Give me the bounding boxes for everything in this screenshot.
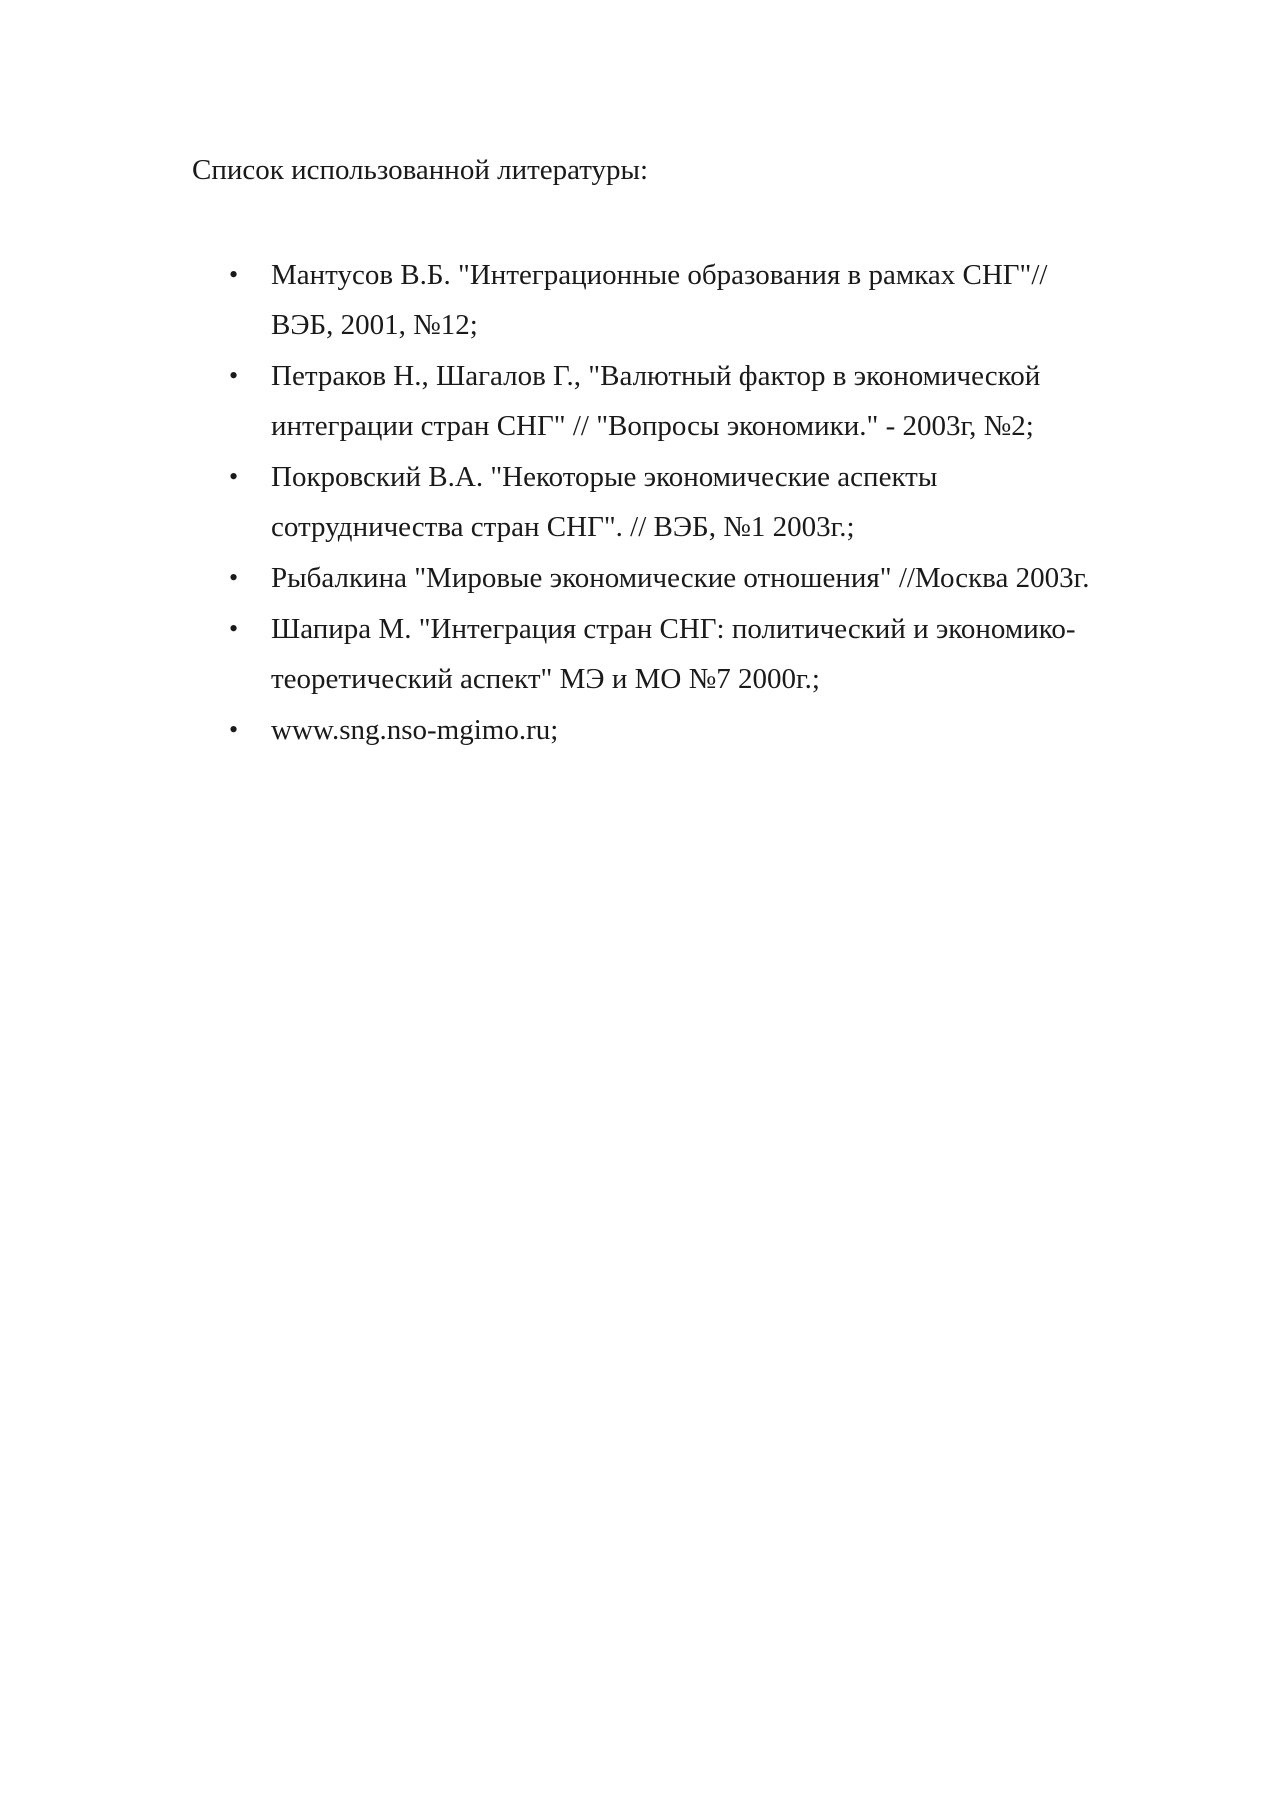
reference-text: Петраков Н., Шагалов Г., "Валютный фактор в экономической интеграции стран СНГ" // "Вопросы экономики." - 2003г, №2; <box>271 360 1041 442</box>
reference-link-text: www.sng.nso-mgimo.ru; <box>271 714 559 746</box>
bullet-icon: • <box>229 361 239 390</box>
reference-text: Рыбалкина "Мировые экономические отношения" //Москва 2003г. <box>271 562 1090 594</box>
list-item <box>225 604 1105 704</box>
page-title: Список использованной литературы: <box>192 154 649 186</box>
list-item <box>225 705 1105 755</box>
list-item <box>225 553 1105 603</box>
list-item <box>225 351 1105 451</box>
reference-text: Покровский В.А. "Некоторые экономические аспекты сотрудничества стран СНГ". // ВЭБ, №1 2003г.; <box>271 461 938 543</box>
bullet-icon: • <box>229 260 239 289</box>
bullet-icon: • <box>229 462 239 491</box>
list-item <box>225 250 1105 350</box>
references-list <box>225 250 1105 756</box>
bullet-icon: • <box>229 563 239 592</box>
bullet-icon: • <box>229 715 239 744</box>
reference-text: Шапира М. "Интеграция стран СНГ: политический и экономико-теоретический аспект" МЭ и МО №7 2000г.; <box>271 613 1076 695</box>
reference-text: Мантусов В.Б. "Интеграционные образования в рамках СНГ"// ВЭБ, 2001, №12; <box>271 259 1048 341</box>
list-item <box>225 452 1105 552</box>
bullet-icon: • <box>229 614 239 643</box>
